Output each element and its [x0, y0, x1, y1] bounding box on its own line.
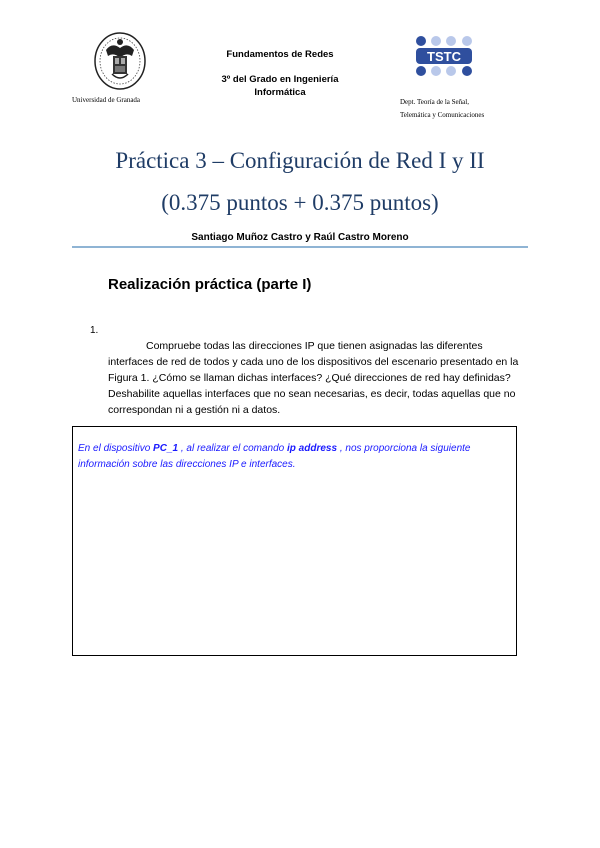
section-heading: Realización práctica (parte I) [108, 276, 312, 293]
divider [72, 246, 528, 248]
tstc-logo-icon [414, 34, 474, 78]
answer-command: ip address [287, 443, 338, 454]
page-subtitle: (0.375 puntos + 0.375 puntos) [161, 190, 439, 215]
course-degree: 3º del Grado en Ingeniería [221, 74, 339, 85]
page-title: Práctica 3 – Configuración de Red I y II [115, 148, 485, 173]
answer-text [78, 441, 508, 473]
authors: Santiago Muñoz Castro y Raúl Castro Moreno [191, 232, 409, 243]
university-name: Universidad de Granada [72, 96, 141, 104]
answer-part-2: , al realizar el comando [178, 443, 288, 454]
course-degree-field: Informática [254, 87, 306, 98]
question-text [108, 338, 528, 418]
department-name [400, 96, 484, 122]
course-info [200, 48, 360, 99]
question-number: 1. [90, 325, 99, 336]
answer-part-3: , nos proporciona la siguiente información sobre las direcciones IP e interfaces. [78, 443, 471, 470]
department-line-1: Dept. Teoría de la Señal, [400, 98, 469, 106]
logo-text: TSTC [427, 49, 461, 64]
department-line-2: Telemática y Comunicaciones [400, 111, 485, 119]
answer-part-1: En el dispositivo [78, 443, 154, 454]
answer-device: PC_1 [153, 443, 179, 454]
question-first-line: Compruebe todas las direcciones IP que tienen asignadas las diferentes [146, 340, 483, 352]
course-name: Fundamentos de Redes [226, 49, 334, 60]
question-body: interfaces de red de todos y cada uno de los dispositivos del escenario presentado en la Figura 1. ¿Cómo se llaman dichas interfaces? ¿Qué direcciones de red hay definidas? Deshabilite aquellas interfaces que no sean necesarias, es decir, todas aquellas que no correspondan ni a gestión ni a datos. [108, 356, 519, 416]
university-seal-icon [92, 30, 148, 92]
